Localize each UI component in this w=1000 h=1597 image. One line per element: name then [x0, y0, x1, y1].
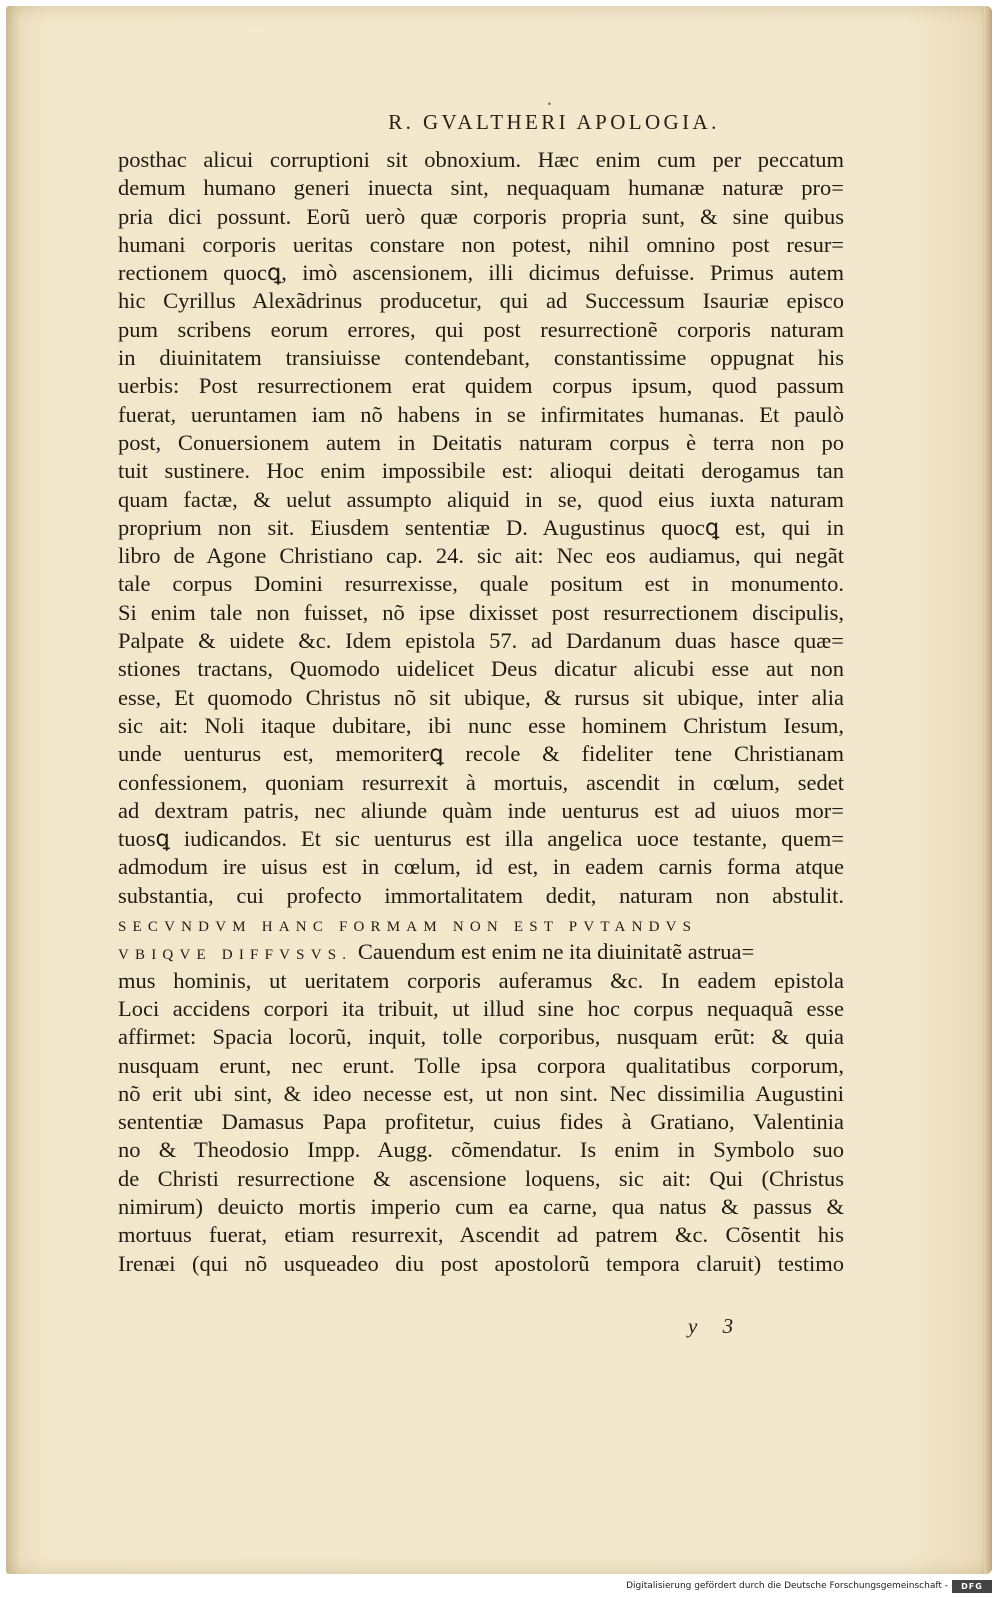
text-line: confessionem, quoniam resurrexit à mortuis, ascendit in cœlum, sedet	[118, 769, 844, 795]
text-line: unde uenturus est, memoriterꝗ recole & fideliter tene Christianam	[118, 741, 844, 767]
text-line: sententiæ Damasus Papa profitetur, cuius fides à Gratiano, Valentinia	[118, 1109, 844, 1135]
text-line: quam factæ, & uelut assumpto aliquid in se, quod eius iuxta naturam	[118, 486, 844, 512]
text-line: de Christi resurrectione & ascensione loquens, sic ait: Qui (Christus	[118, 1165, 844, 1191]
text-line: hic Cyrillus Alexãdrinus producetur, qui ad Successum Isauriæ episco	[118, 288, 844, 314]
text-line: proprium non sit. Eiusdem sententiæ D. Augustinus quocꝗ est, qui in	[118, 514, 844, 540]
text-line: tuit sustinere. Hoc enim impossibile est: alioqui deitati derogamus tan	[118, 458, 844, 484]
text-line: esse, Et quomodo Christus nõ sit ubique, & rursus sit ubique, inter alia	[118, 684, 844, 710]
text-line: affirmet: Spacia locorũ, inquit, tolle corporibus, nusquam erũt: & quia	[118, 1024, 844, 1050]
text-line: nõ erit ubi sint, & ideo necesse est, ut non sint. Nec dissimilia Augustini	[118, 1080, 844, 1106]
text-line: rectionem quocꝗ, imò ascensionem, illi dicimus defuisse. Primus autem	[118, 260, 844, 286]
small-caps-text: SECVNDVM HANC FORMAM NON EST PVTANDVS	[118, 919, 698, 936]
text-line: Loci accidens corpori ita tribuit, ut illud sine hoc corpus nequaquã esse	[118, 995, 844, 1021]
text-line: humani corporis ueritas constare non potest, nihil omnino post resur=	[118, 231, 844, 257]
text-line: post, Conuersionem autem in Deitatis naturam corpus è terra non po	[118, 429, 844, 455]
text-line: pria dici possunt. Eorũ uerò quæ corporis propria sunt, & sine quibus	[118, 203, 844, 229]
text-line: nusquam erunt, nec erunt. Tolle ipsa corpora qualitatibus corporum,	[118, 1052, 844, 1078]
text-line: Irenæi (qui nõ usqueadeo diu post apostolorũ tempora claruit) testimo	[118, 1250, 844, 1276]
text-line: tuosꝗ iudicandos. Et sic uenturus est illa angelica uoce testante, quem=	[118, 826, 844, 852]
text-line: Palpate & uidete &c. Idem epistola 57. ad Dardanum duas hasce quæ=	[118, 628, 844, 654]
small-caps-text: VBIQVE DIFFVSVS.	[118, 947, 353, 964]
text-line: in diuinitatem transiuisse contendebant, constantissime oppugnat his	[118, 345, 844, 371]
text-line: nimirum) deuicto mortis imperio cum ea carne, qua natus & passus &	[118, 1193, 844, 1219]
text-line: pum scribens eorum errores, qui post resurrectionẽ corporis naturam	[118, 316, 844, 342]
text-line: admodum ire uisus est in cœlum, id est, in eadem carnis forma atque	[118, 854, 844, 880]
text-line: mus hominis, ut ueritatem corporis auferamus &c. In eadem epistola	[118, 967, 844, 993]
running-head: R. GVALTHERI APOLOGIA.	[388, 110, 720, 134]
text-line: mortuus fuerat, etiam resurrexit, Ascendit ad patrem &c. Cõsentit his	[118, 1222, 844, 1248]
text-line: no & Theodosio Impp. Augg. cõmendatur. Is enim in Symbolo suo	[118, 1137, 844, 1163]
text-line: libro de Agone Christiano cap. 24. sic ait: Nec eos audiamus, qui negãt	[118, 543, 844, 569]
text-block	[118, 146, 844, 1278]
mixed-caps-line	[118, 938, 844, 966]
text-line: uerbis: Post resurrectionem erat quidem corpus ipsum, quod passum	[118, 373, 844, 399]
text-line: sic ait: Noli itaque dubitare, ibi nunc esse hominem Christum Iesum,	[118, 712, 844, 738]
text-line: ad dextram patris, nec aliunde quàm inde uenturus est ad uiuos mor=	[118, 797, 844, 823]
text-line-rest: Cauendum est enim ne ita diuinitatẽ astrua=	[352, 939, 755, 965]
dfg-logo: DFG	[952, 1580, 992, 1593]
digitization-credit: Digitalisierung gefördert durch die Deutsche Forschungsgemeinschaft -	[626, 1581, 948, 1591]
signature-mark: y 3	[688, 1314, 744, 1338]
small-caps-line	[118, 910, 844, 938]
book-page	[6, 6, 992, 1574]
text-line: fuerat, ueruntamen iam nõ habens in se infirmitates humanas. Et paulò	[118, 401, 844, 427]
page-edge	[984, 6, 992, 1574]
running-head-mark: •	[547, 100, 552, 109]
text-line: tale corpus Domini resurrexisse, quale positum est in monumento.	[118, 571, 844, 597]
text-line: demum humano generi inuecta sint, nequaquam humanæ naturæ pro=	[118, 175, 844, 201]
text-line: stiones tractans, Quomodo uidelicet Deus dicatur alicubi esse aut non	[118, 656, 844, 682]
text-line: posthac alicui corruptioni sit obnoxium. Hæc enim cum per peccatum	[118, 147, 844, 172]
text-line: Si enim tale non fuisset, nõ ipse dixisset post resurrectionem discipulis,	[118, 599, 844, 625]
text-line: substantia, cui profecto immortalitatem dedit, naturam non abstulit.	[118, 882, 844, 908]
